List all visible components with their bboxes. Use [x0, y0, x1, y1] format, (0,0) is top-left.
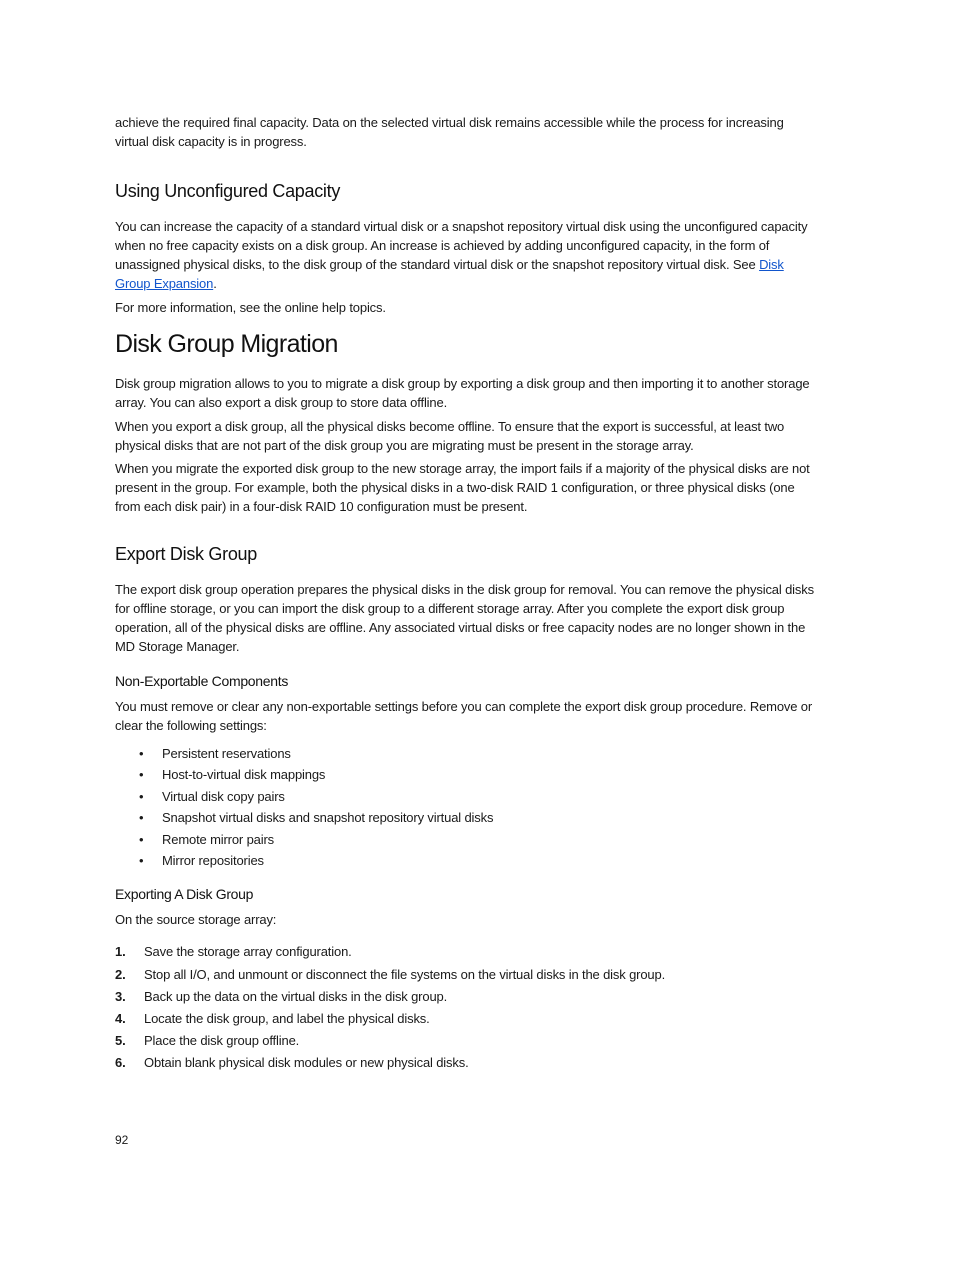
section-heading-unconfigured-capacity: Using Unconfigured Capacity	[115, 181, 341, 201]
step-number: 4.	[115, 1011, 126, 1027]
step-text: Back up the data on the virtual disks in the disk group.	[144, 988, 448, 1004]
bullet-glyph: •	[139, 746, 144, 761]
exporting-paragraph: On the source storage array:	[115, 912, 277, 928]
step-text: Save the storage array configuration.	[144, 944, 352, 960]
unconfigured-paragraph-text: You can increase the capacity of a standard virtual disk or a snapshot repository virtual disk using the unconfigured capacity when no free capacity exists on a disk group. An increase is achieved by adding unconfigured capacity, in the form of unassigned physical disks, to the disk group of the standard virtual disk or the snapshot repository virtual disk. See	[115, 219, 808, 272]
list-item	[115, 829, 815, 850]
list-item-text: Remote mirror pairs	[162, 831, 275, 847]
list-item	[115, 807, 815, 828]
exporting-steps-list	[115, 941, 815, 1074]
list-item	[115, 850, 815, 871]
step-number: 3.	[115, 988, 126, 1004]
step-number: 5.	[115, 1033, 126, 1049]
list-item-text: Mirror repositories	[162, 853, 264, 869]
bullet-glyph: •	[139, 853, 144, 869]
intro-paragraph: achieve the required final capacity. Data on the selected virtual disk remains accessible while the process for increasing virtual disk capacity is in progress.	[115, 115, 784, 149]
step-item	[115, 1030, 815, 1052]
step-item	[115, 964, 815, 986]
step-item	[115, 986, 815, 1008]
non-exportable-list	[115, 743, 815, 871]
subheading-exporting-a-disk-group: Exporting A Disk Group	[115, 886, 254, 903]
list-item-text: Persistent reservations	[162, 746, 291, 761]
list-item-text: Virtual disk copy pairs	[162, 788, 285, 804]
step-number: 1.	[115, 944, 126, 960]
non-exportable-paragraph: You must remove or clear any non-exportable settings before you can complete the export disk group procedure. Remove or clear the following settings:	[115, 699, 813, 733]
migration-paragraph-3: When you migrate the exported disk group to the new storage array, the import fails if a majority of the physical disks are not present in the group. For example, both the physical disks in a two-disk RAID 1 configuration, or three physical disks (one from each disk pair) in a four-disk RAID 10 configuration must be present.	[115, 461, 810, 514]
unconfigured-paragraph-end: .	[213, 276, 217, 291]
migration-paragraph-2: When you export a disk group, all the physical disks become offline. To ensure that the export is successful, at least two physical disks that are not part of the disk group you are migrating must be present in the storage array.	[115, 419, 785, 453]
list-item	[115, 764, 815, 785]
step-number: 2.	[115, 966, 126, 982]
list-item	[115, 786, 815, 807]
bullet-glyph: •	[139, 788, 144, 804]
bullet-glyph: •	[139, 831, 144, 847]
subheading-non-exportable-components: Non-Exportable Components	[115, 673, 289, 689]
step-item	[115, 941, 815, 963]
list-item-text: Host-to-virtual disk mappings	[162, 767, 326, 783]
migration-paragraph-1: Disk group migration allows to you to migrate a disk group by exporting a disk group and then importing it to another storage array. You can also export a disk group to store data offline.	[115, 376, 810, 410]
export-paragraph: The export disk group operation prepares the physical disks in the disk group for removal. You can remove the physical disks for offline storage, or you can import the disk group to a different storage array. After you complete the export disk group operation, all of the physical disks are offline. Any associated virtual disks or free capacity nodes are no longer shown in the MD Storage Manager.	[115, 582, 814, 654]
document-page	[115, 113, 815, 1075]
page-title-disk-group-migration: Disk Group Migration	[115, 330, 338, 358]
disk-group-expansion-link[interactable]: Disk Group Expansion	[115, 257, 784, 291]
list-item	[115, 743, 815, 764]
step-number: 6.	[115, 1055, 126, 1071]
bullet-glyph: •	[139, 810, 144, 826]
bullet-glyph: •	[139, 767, 144, 783]
step-text: Obtain blank physical disk modules or new physical disks.	[144, 1055, 469, 1071]
online-help-paragraph: For more information, see the online help topics.	[115, 300, 386, 315]
step-item	[115, 1052, 815, 1074]
step-item	[115, 1008, 815, 1030]
page-number: 92	[115, 1133, 129, 1147]
step-text: Stop all I/O, and unmount or disconnect the file systems on the virtual disks in the disk group.	[144, 966, 666, 982]
unconfigured-paragraph	[115, 217, 815, 293]
section-heading-export-disk-group: Export Disk Group	[115, 544, 257, 564]
step-text: Place the disk group offline.	[144, 1033, 300, 1049]
step-text: Locate the disk group, and label the physical disks.	[144, 1011, 430, 1027]
list-item-text: Snapshot virtual disks and snapshot repository virtual disks	[162, 810, 494, 826]
